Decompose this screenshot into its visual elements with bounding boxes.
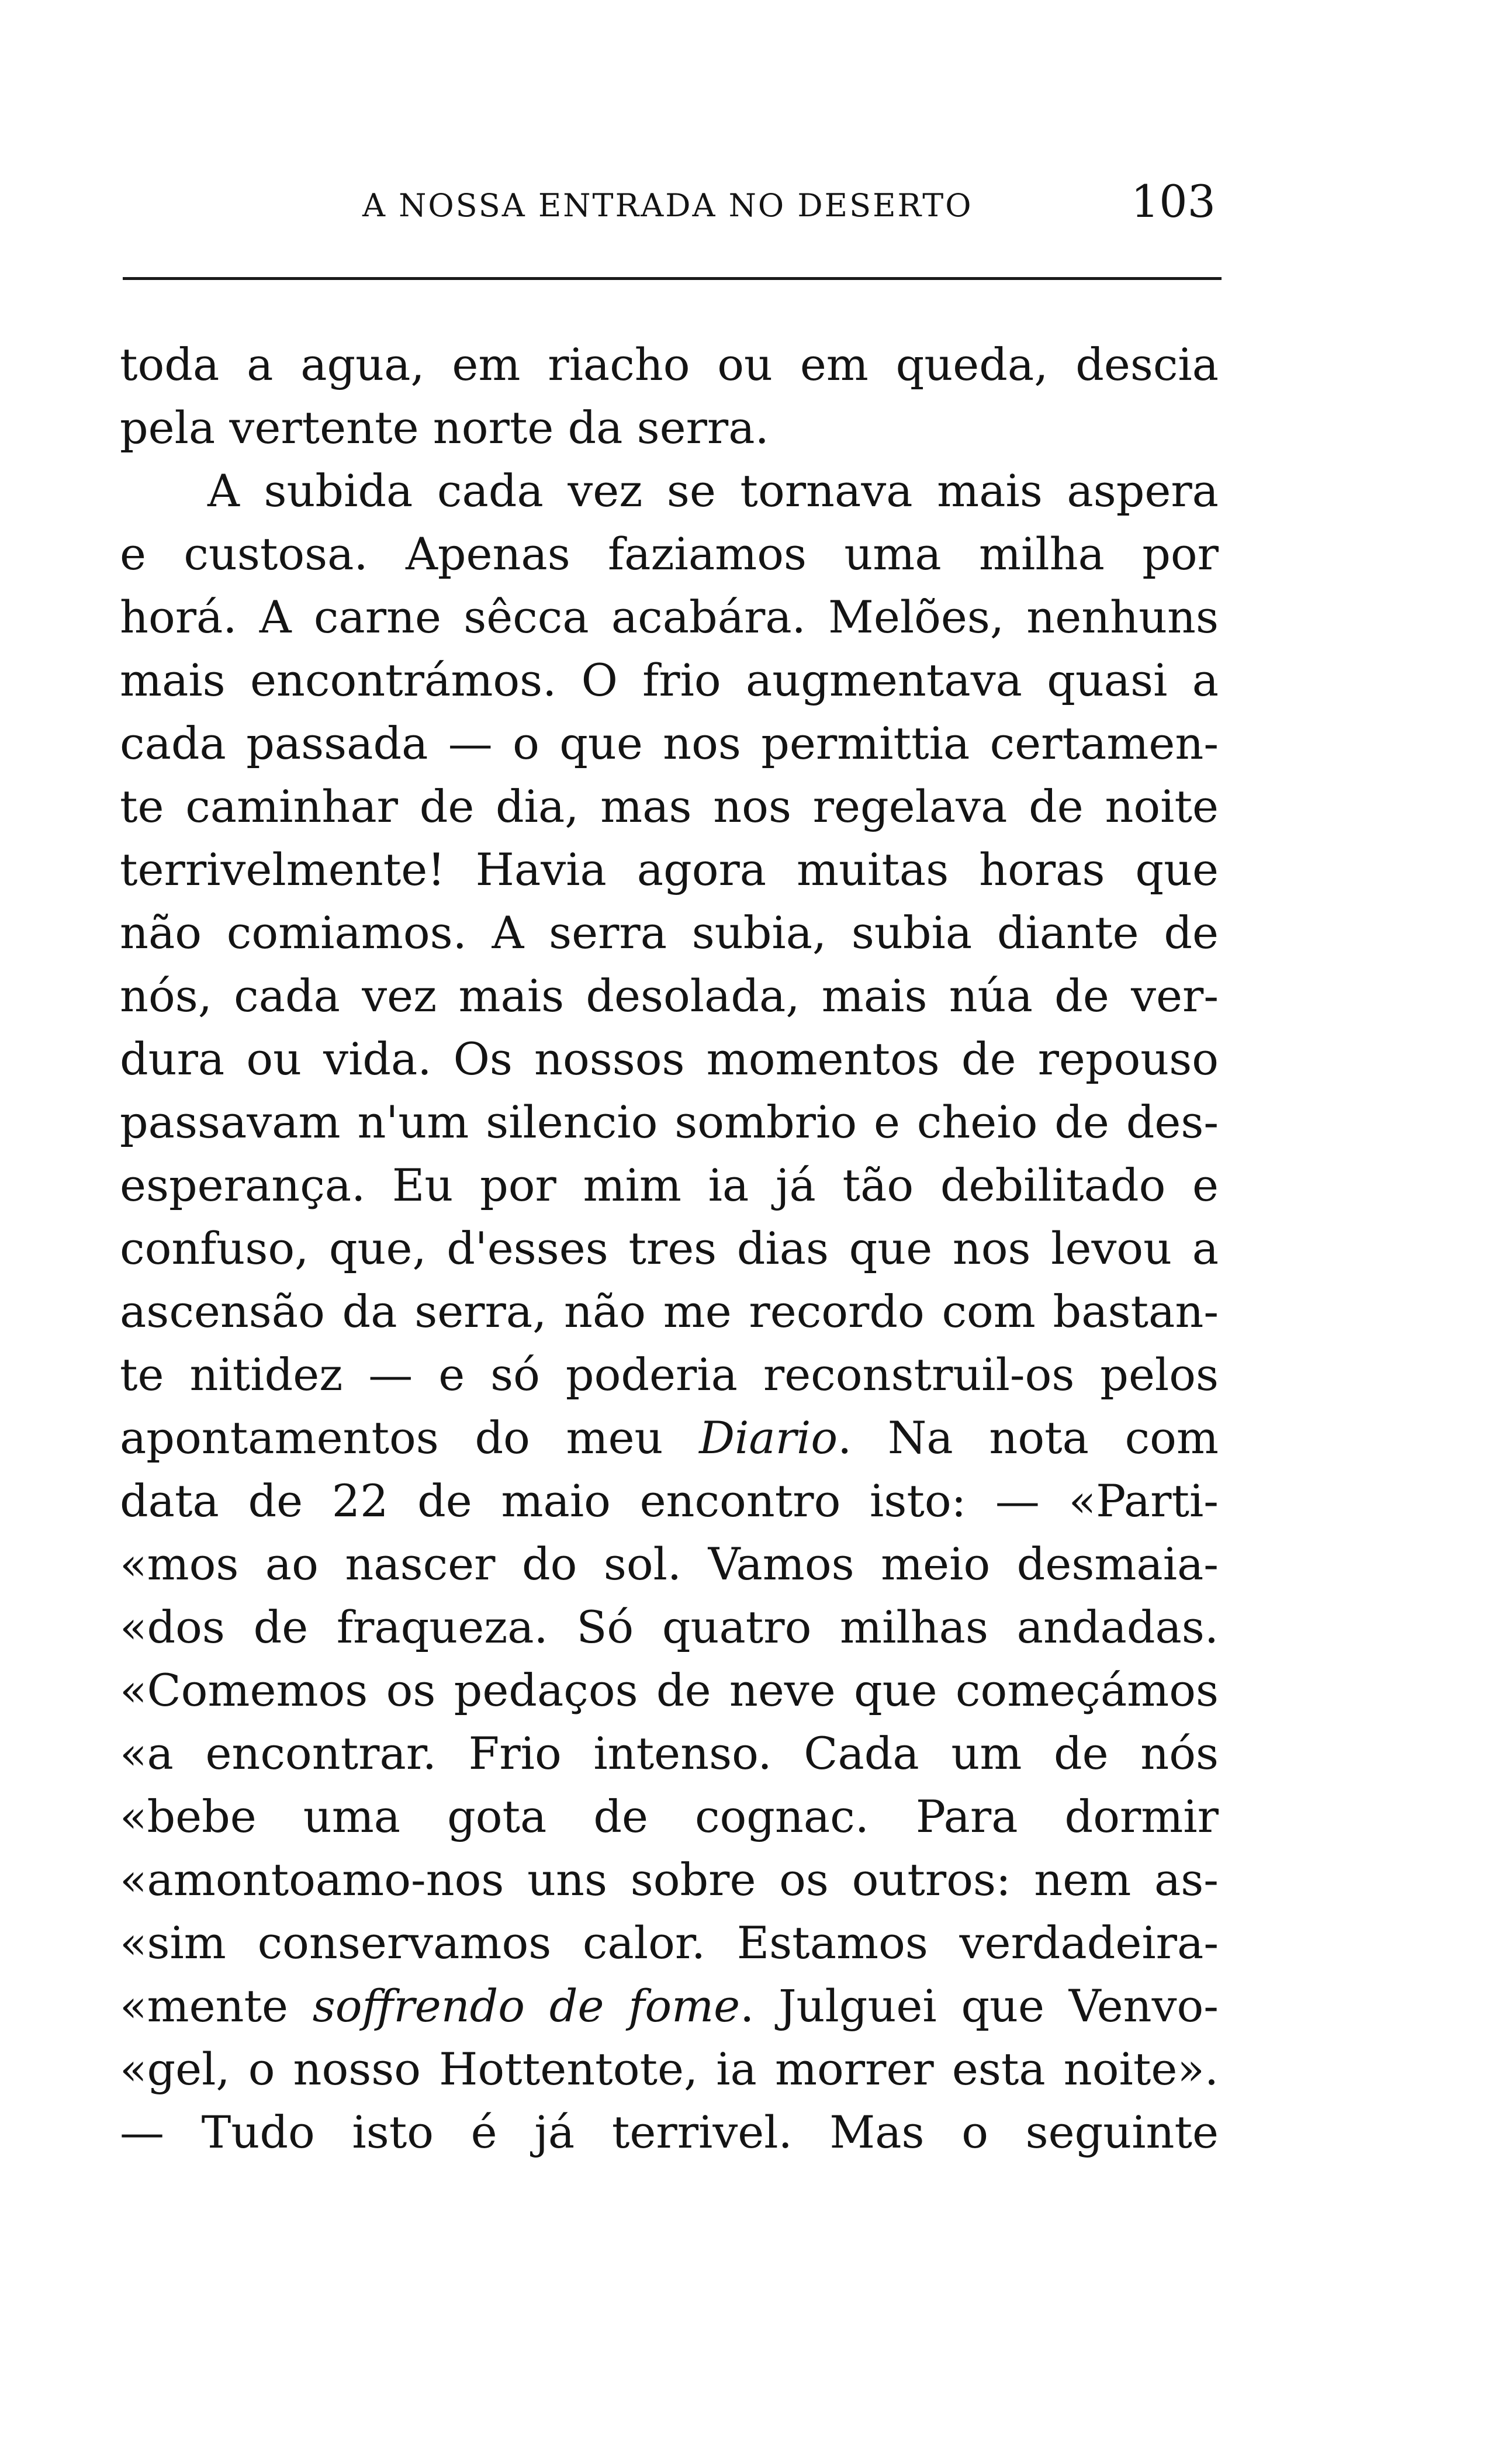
text-line-3: A subida cada vez se tornava mais aspera <box>207 465 1219 517</box>
text-line-21: «dos de fraqueza. Só quatro milhas andadas. <box>120 1601 1219 1653</box>
text-line-8: te caminhar de dia, mas nos regelava de noite <box>120 780 1219 832</box>
text-line-19: data de 22 de maio encontro isto: — «Parti- <box>120 1475 1219 1527</box>
text-line-18: apontamentos do meu Diario. Na nota com <box>120 1412 1219 1464</box>
text-line-17: te nitidez — e só poderia reconstruil-os pelos <box>120 1349 1219 1401</box>
text-line-10: não comiamos. A serra subia, subia diante de <box>120 907 1219 959</box>
text-line-9: terrivelmente! Havia agora muitas horas que <box>120 843 1219 896</box>
text-line-24: «bebe uma gota de cognac. Para dormir <box>120 1790 1219 1842</box>
text-line-29: — Tudo isto é já terrivel. Mas o seguinte <box>120 2106 1219 2158</box>
italic-text: soffrendo de fome <box>312 1980 741 2032</box>
text-line-22: «Comemos os pedaços de neve que começámos <box>120 1664 1219 1716</box>
text-line-23: «a encontrar. Frio intenso. Cada um de nós <box>120 1727 1219 1779</box>
text-line-27: «mente soffrendo de fome. Julguei que Venvo- <box>120 1980 1219 2032</box>
text-line-16: ascensão da serra, não me recordo com bastan- <box>120 1285 1219 1337</box>
text-line-20: «mos ao nascer do sol. Vamos meio desmaia- <box>120 1538 1219 1590</box>
running-title: A NOSSA ENTRADA NO DESERTO <box>362 187 973 224</box>
text-line-14: esperança. Eu por mim ia já tão debilitado e <box>120 1159 1219 1211</box>
text-line-11: nós, cada vez mais desolada, mais núa de ver- <box>120 970 1219 1022</box>
body-text <box>120 333 1219 2164</box>
text-line-28: «gel, o nosso Hottentote, ia morrer esta noite». <box>120 2043 1219 2095</box>
text-line-4: e custosa. Apenas faziamos uma milha por <box>120 528 1219 580</box>
text-line-12: dura ou vida. Os nossos momentos de repouso <box>120 1033 1219 1085</box>
text-line-7: cada passada — o que nos permittia certamen- <box>120 717 1219 769</box>
italic-text: Diario <box>699 1412 838 1464</box>
running-head <box>123 175 1222 246</box>
text-line-6: mais encontrámos. O frio augmentava quasi a <box>120 654 1219 706</box>
text-line-13: passavam n'um silencio sombrio e cheio de des- <box>120 1096 1219 1148</box>
text-line-2: pela vertente norte da serra. <box>120 402 769 454</box>
header-rule <box>123 277 1222 280</box>
page-number: 103 <box>1130 175 1216 227</box>
text-line-15: confuso, que, d'esses tres dias que nos levou a <box>120 1222 1219 1274</box>
text-line-5: horá. A carne sêcca acabára. Melões, nenhuns <box>120 591 1219 643</box>
text-line-1: toda a agua, em riacho ou em queda, descia <box>120 338 1219 390</box>
text-line-26: «sim conservamos calor. Estamos verdadeira- <box>120 1917 1219 1969</box>
text-line-25: «amontoamo-nos uns sobre os outros: nem as- <box>120 1854 1219 1906</box>
